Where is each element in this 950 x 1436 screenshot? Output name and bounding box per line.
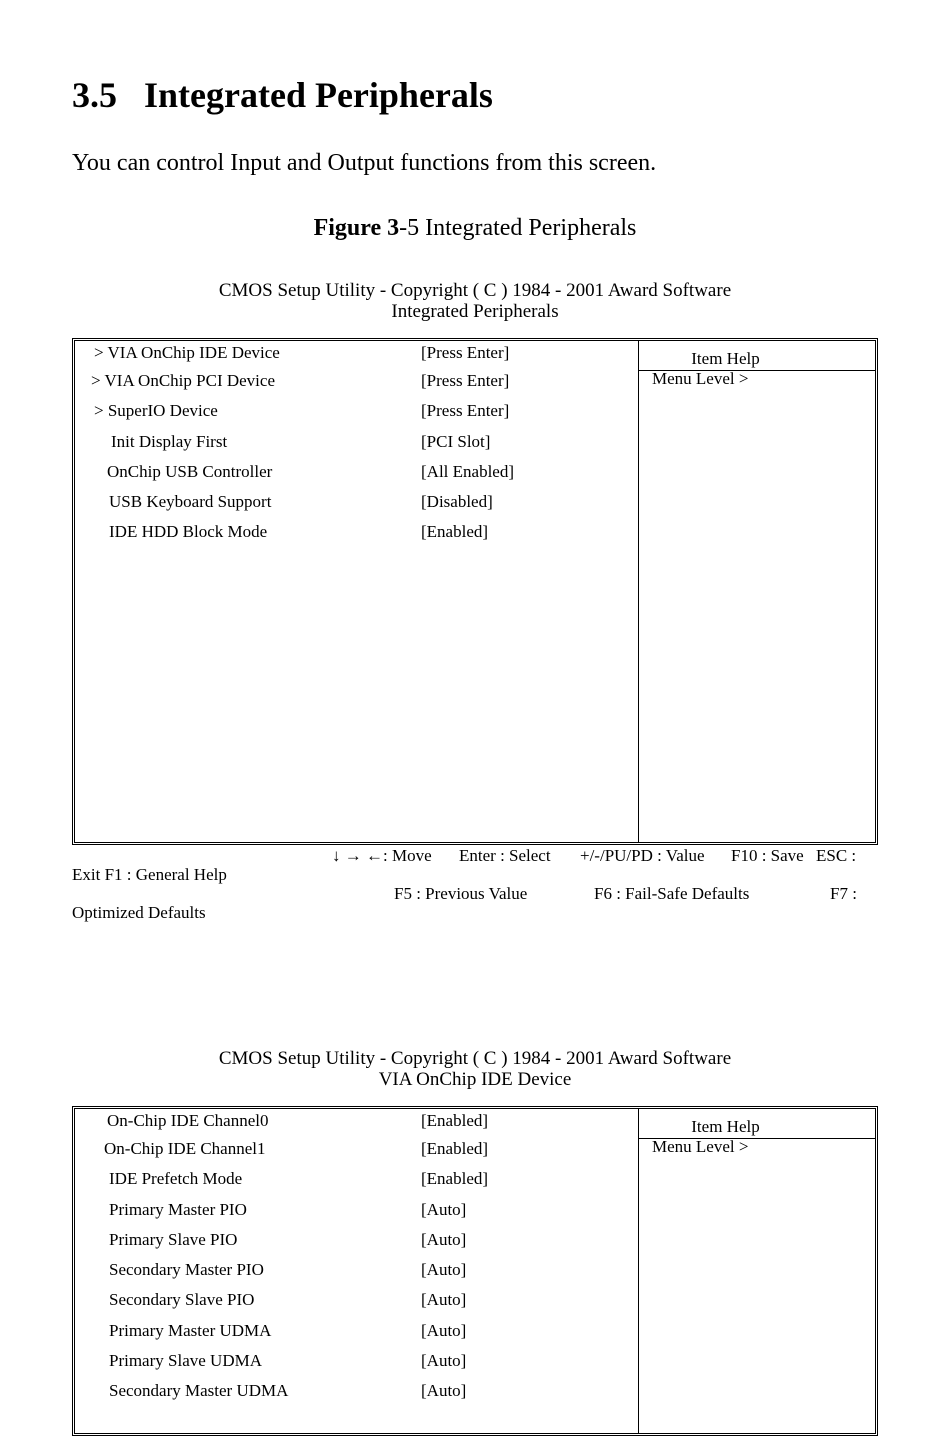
setting-row-primary-slave-pio[interactable] bbox=[75, 1230, 635, 1254]
setting-label: Primary Master PIO bbox=[109, 1200, 247, 1219]
setting-value[interactable]: [Auto] bbox=[421, 1290, 467, 1309]
footer-optimized-defaults-hint: Optimized Defaults bbox=[72, 903, 206, 922]
move-label: : Move bbox=[383, 846, 432, 865]
screen1-header bbox=[0, 280, 950, 322]
setting-row-secondary-master-udma[interactable] bbox=[75, 1381, 635, 1405]
setting-row-init-display-first[interactable] bbox=[75, 432, 635, 456]
setting-value[interactable]: [All Enabled] bbox=[421, 462, 514, 481]
figure-caption bbox=[0, 215, 950, 242]
setting-row-onchip-ide-channel0[interactable] bbox=[75, 1111, 635, 1135]
setting-value[interactable]: [Enabled] bbox=[421, 1169, 489, 1188]
screen2-title: VIA OnChip IDE Device bbox=[378, 1069, 572, 1090]
setting-value[interactable]: [Disabled] bbox=[421, 492, 493, 511]
screen2-item-help-title: Item Help bbox=[691, 1117, 760, 1136]
setting-row-via-onchip-pci-device[interactable] bbox=[75, 371, 635, 395]
section-title-text: Integrated Peripherals bbox=[144, 75, 493, 115]
setting-label: Secondary Slave PIO bbox=[109, 1290, 255, 1309]
setting-label: Primary Master UDMA bbox=[109, 1321, 272, 1340]
screen1-copyright: CMOS Setup Utility - Copyright ( C ) 1984 - 2001 Award Software bbox=[218, 280, 732, 301]
setting-row-usb-keyboard-support[interactable] bbox=[75, 492, 635, 516]
screen1-item-help-title: Item Help bbox=[691, 349, 760, 368]
setting-value[interactable]: [Enabled] bbox=[421, 522, 489, 541]
setting-label: On-Chip IDE Channel1 bbox=[104, 1139, 266, 1158]
screen1-title: Integrated Peripherals bbox=[391, 301, 559, 322]
setting-row-ide-hdd-block-mode[interactable] bbox=[75, 522, 635, 546]
footer-value-hint: +/-/PU/PD : Value bbox=[580, 846, 705, 865]
screen2-column-divider bbox=[638, 1109, 639, 1433]
setting-label: USB Keyboard Support bbox=[109, 492, 272, 511]
footer-save-hint: F10 : Save bbox=[731, 846, 804, 865]
setting-value[interactable]: [Press Enter] bbox=[421, 371, 510, 390]
setting-label: > SuperIO Device bbox=[94, 401, 218, 420]
setting-value[interactable]: [PCI Slot] bbox=[421, 432, 491, 451]
screen2-copyright: CMOS Setup Utility - Copyright ( C ) 1984 - 2001 Award Software bbox=[218, 1048, 732, 1069]
figure-title: Integrated Peripherals bbox=[419, 215, 637, 241]
setting-label: > VIA OnChip PCI Device bbox=[91, 371, 275, 390]
setting-row-primary-slave-udma[interactable] bbox=[75, 1351, 635, 1375]
setting-row-ide-prefetch-mode[interactable] bbox=[75, 1169, 635, 1193]
footer-select-hint: Enter : Select bbox=[459, 846, 551, 865]
setting-label: OnChip USB Controller bbox=[107, 462, 273, 481]
section-title bbox=[72, 74, 493, 116]
setting-value[interactable]: [Press Enter] bbox=[421, 401, 510, 420]
screen2-bios-panel bbox=[72, 1106, 878, 1436]
setting-row-secondary-slave-pio[interactable] bbox=[75, 1290, 635, 1314]
setting-label: Primary Slave PIO bbox=[109, 1230, 238, 1249]
setting-label: Primary Slave UDMA bbox=[109, 1351, 262, 1370]
setting-value[interactable]: [Auto] bbox=[421, 1200, 467, 1219]
screen2-header bbox=[0, 1048, 950, 1090]
setting-label: On-Chip IDE Channel0 bbox=[107, 1111, 269, 1130]
screen1-bios-panel bbox=[72, 338, 878, 845]
screen1-menu-level: Menu Level > bbox=[652, 369, 749, 388]
setting-label: IDE HDD Block Mode bbox=[109, 522, 268, 541]
setting-label: Secondary Master PIO bbox=[109, 1260, 264, 1279]
arrow-keys-icon: ↓ → ← bbox=[332, 846, 383, 865]
setting-row-via-onchip-ide-device[interactable] bbox=[75, 343, 635, 367]
setting-value[interactable]: [Enabled] bbox=[421, 1139, 489, 1158]
setting-value[interactable]: [Auto] bbox=[421, 1260, 467, 1279]
setting-value[interactable]: [Press Enter] bbox=[421, 343, 510, 362]
figure-number: -5 bbox=[399, 215, 420, 241]
footer-previous-value-hint: F5 : Previous Value bbox=[394, 884, 528, 903]
setting-label: > VIA OnChip IDE Device bbox=[94, 343, 280, 362]
setting-row-onchip-usb-controller[interactable] bbox=[75, 462, 635, 486]
figure-label: Figure 3 bbox=[313, 215, 400, 241]
setting-label: Secondary Master UDMA bbox=[109, 1381, 289, 1400]
footer-move-hint bbox=[332, 846, 432, 866]
intro-paragraph: You can control Input and Output functions from this screen. bbox=[72, 150, 657, 176]
setting-row-superio-device[interactable] bbox=[75, 401, 635, 425]
setting-value[interactable]: [Auto] bbox=[421, 1321, 467, 1340]
setting-label: IDE Prefetch Mode bbox=[109, 1169, 243, 1188]
setting-value[interactable]: [Auto] bbox=[421, 1230, 467, 1249]
setting-label: Init Display First bbox=[111, 432, 228, 451]
setting-value[interactable]: [Enabled] bbox=[421, 1111, 489, 1130]
setting-value[interactable]: [Auto] bbox=[421, 1381, 467, 1400]
screen2-menu-level: Menu Level > bbox=[652, 1137, 749, 1156]
footer-failsafe-hint: F6 : Fail-Safe Defaults bbox=[594, 884, 750, 903]
footer-exit-help-hint: Exit F1 : General Help bbox=[72, 865, 227, 884]
setting-row-onchip-ide-channel1[interactable] bbox=[75, 1139, 635, 1163]
setting-row-primary-master-pio[interactable] bbox=[75, 1200, 635, 1224]
screen1-column-divider bbox=[638, 341, 639, 842]
footer-esc-hint: ESC : bbox=[816, 846, 857, 865]
setting-value[interactable]: [Auto] bbox=[421, 1351, 467, 1370]
setting-row-secondary-master-pio[interactable] bbox=[75, 1260, 635, 1284]
footer-f7-hint: F7 : bbox=[830, 884, 857, 903]
section-number: 3.5 bbox=[72, 75, 117, 115]
setting-row-primary-master-udma[interactable] bbox=[75, 1321, 635, 1345]
